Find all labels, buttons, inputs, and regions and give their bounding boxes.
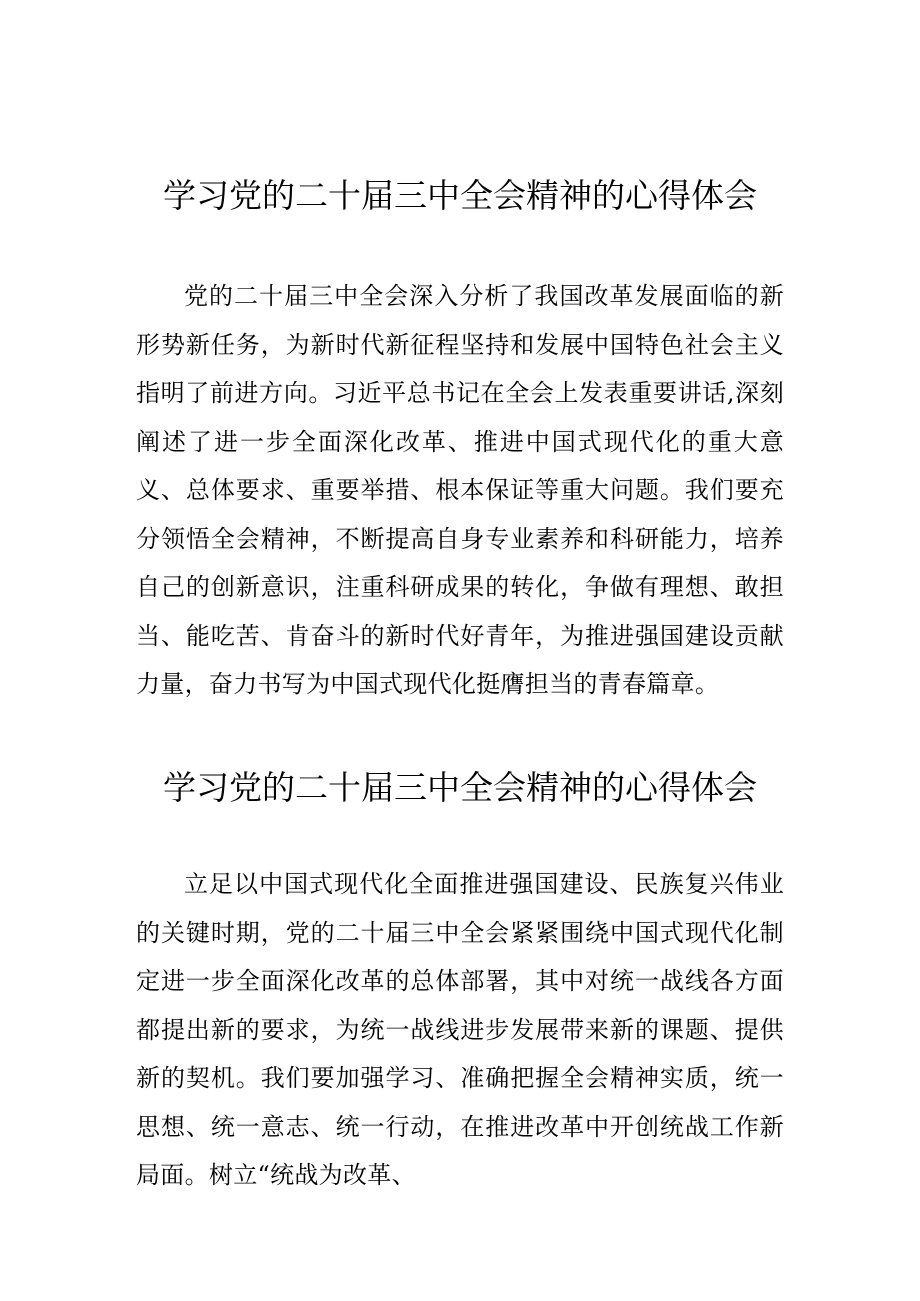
essay-section-2 [136,762,784,1200]
essay-paragraph-2: 立足以中国式现代化全面推进强国建设、民族复兴伟业的关键时期，党的二十届三中全会紧紧围绕中国式现代化制定进一步全面深化改革的总体部署，其中对统一战线各方面都提出新的要求，为统一战线进步发展带来新的课题、提供新的契机。我们要加强学习、准确把握全会精神实质，统一思想、统一意志、统一行动，在推进改革中开创统战工作新局面。树立“统战为改革、 [136,870,784,1189]
essay-title-1: 学习党的二十届三中全会精神的心得体会 [163,176,757,215]
essay-paragraph-1: 党的二十届三中全会深入分析了我国改革发展面临的新形势新任务，为新时代新征程坚持和发展中国特色社会主义指明了前进方向。习近平总书记在全会上发表重要讲话,深刻阐述了进一步全面深化改革、推进中国式现代化的重大意义、总体要求、重要举措、根本保证等重大问题。我们要充分领悟全会精神，不断提高自身专业素养和科研能力，培养自己的创新意识，注重科研成果的转化，争做有理想、敢担当、能吃苦、肯奋斗的新时代好青年，为推进强国建设贡献力量，奋力书写为中国式现代化挺膺担当的青春篇章。 [136,282,784,698]
essay-title-2: 学习党的二十届三中全会精神的心得体会 [163,768,757,807]
essay-section-1 [136,170,784,709]
